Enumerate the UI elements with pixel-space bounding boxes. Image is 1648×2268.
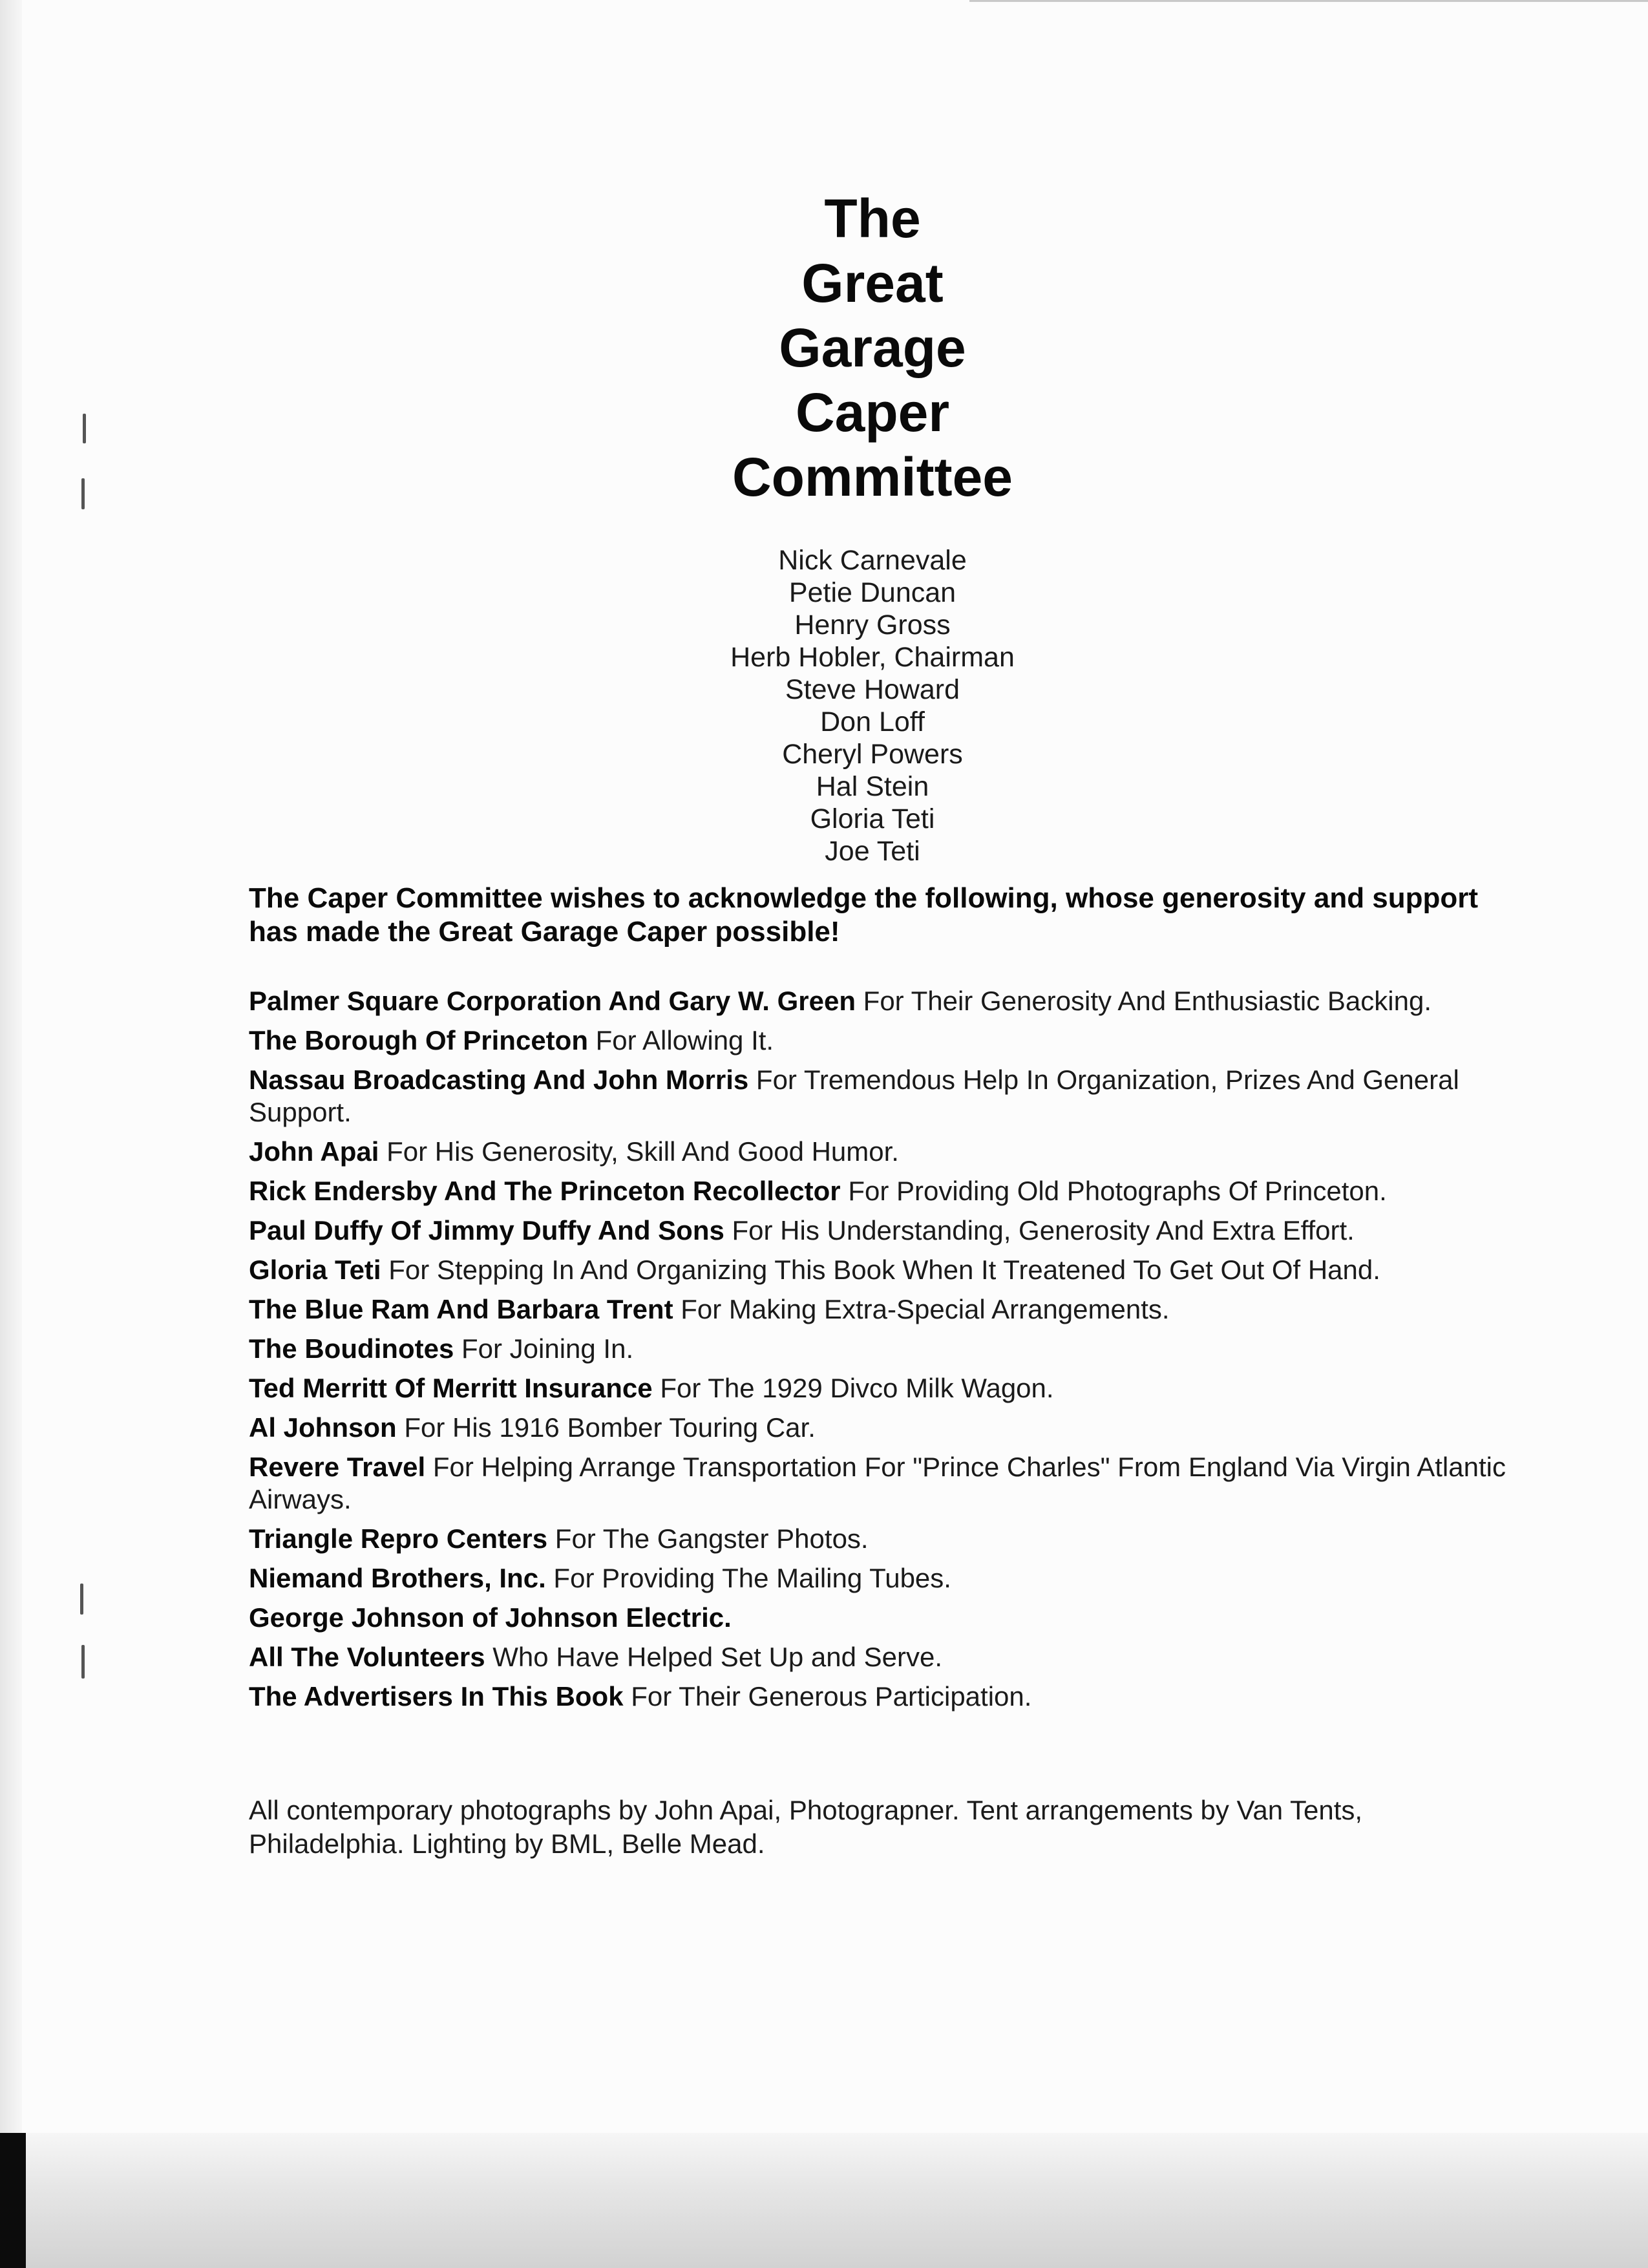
ack-name: The Blue Ram And Barbara Trent — [249, 1294, 673, 1324]
ack-name: Triangle Repro Centers — [249, 1523, 548, 1554]
ack-text: For Tremendous Help In Organization, Prizes And General Support. — [249, 1065, 1459, 1127]
acknowledgment-item — [249, 1333, 1528, 1365]
committee-member: Don Loff — [820, 706, 925, 737]
ack-name: The Boudinotes — [249, 1333, 454, 1364]
acknowledgment-item — [249, 1254, 1528, 1286]
acknowledgment-list — [249, 985, 1528, 1720]
ack-text: For Allowing It. — [587, 1025, 774, 1055]
ack-name: All The Volunteers — [249, 1642, 485, 1672]
scan-corner — [0, 2133, 26, 2268]
committee-member: Petie Duncan — [788, 577, 956, 608]
ack-text: For His Understanding, Generosity And Extra Effort. — [724, 1215, 1355, 1245]
acknowledgment-item — [249, 1680, 1528, 1713]
title-line: Great — [801, 253, 944, 313]
ack-name: Gloria Teti — [249, 1255, 381, 1285]
ack-text: Who Have Helped Set Up and Serve. — [485, 1642, 943, 1672]
ack-name: John Apai — [249, 1136, 379, 1167]
acknowledgment-item — [249, 1175, 1528, 1207]
committee-member: Joe Teti — [825, 836, 920, 867]
ack-name: Nassau Broadcasting And John Morris — [249, 1065, 749, 1095]
ack-text: For His Generosity, Skill And Good Humor. — [379, 1136, 899, 1167]
acknowledgment-intro: The Caper Committee wishes to acknowledge the following, whose generosity and support has made the Great Garage Caper possible! — [249, 882, 1479, 948]
ack-name: Al Johnson — [249, 1412, 397, 1443]
committee-member: Gloria Teti — [810, 803, 935, 834]
acknowledgment-item — [249, 1136, 1528, 1168]
ack-text: For Providing Old Photographs Of Princeton. — [840, 1176, 1387, 1206]
ack-text: For Their Generous Participation. — [623, 1681, 1032, 1712]
ack-text: For Helping Arrange Transportation For "Prince Charles" From England Via Virgin Atlantic Airways. — [249, 1452, 1506, 1514]
committee-member: Cheryl Powers — [782, 739, 963, 770]
binding-edge — [0, 0, 22, 2268]
staple-mark — [80, 1584, 83, 1615]
acknowledgment-item — [249, 1064, 1528, 1129]
staple-mark — [81, 478, 85, 509]
ack-text: For Making Extra-Special Arrangements. — [673, 1294, 1170, 1324]
staple-mark — [81, 1645, 85, 1679]
acknowledgment-item — [249, 1372, 1528, 1404]
ack-name: The Advertisers In This Book — [249, 1681, 624, 1712]
acknowledgment-item — [249, 1451, 1528, 1516]
ack-text: For His 1916 Bomber Touring Car. — [396, 1412, 816, 1443]
ack-text: For The Gangster Photos. — [547, 1523, 869, 1554]
ack-text: For Joining In. — [454, 1333, 634, 1364]
committee-member: Herb Hobler, Chairman — [730, 642, 1015, 673]
ack-name: Paul Duffy Of Jimmy Duffy And Sons — [249, 1215, 724, 1245]
acknowledgment-item — [249, 1412, 1528, 1444]
title-line: Committee — [732, 447, 1013, 507]
acknowledgment-item — [249, 1024, 1528, 1057]
ack-text: For Their Generosity And Enthusiastic Backing. — [856, 986, 1431, 1016]
committee-member: Hal Stein — [816, 771, 929, 802]
acknowledgment-item — [249, 1523, 1528, 1555]
acknowledgment-item — [249, 985, 1528, 1017]
staple-mark — [83, 414, 86, 443]
committee-member-list — [646, 544, 1099, 867]
ack-text: For Stepping In And Organizing This Book When It Treatened To Get Out Of Hand. — [381, 1255, 1380, 1285]
page-title — [630, 186, 1115, 509]
ack-name: Palmer Square Corporation And Gary W. Green — [249, 986, 856, 1016]
title-line: Caper — [795, 382, 950, 443]
title-line: The — [824, 188, 921, 249]
ack-name: George Johnson of Johnson Electric. — [249, 1602, 732, 1633]
scan-shadow — [0, 2133, 1648, 2268]
scan-edge-line — [969, 0, 1648, 2]
ack-name: Rick Endersby And The Princeton Recollector — [249, 1176, 841, 1206]
ack-text: For The 1929 Divco Milk Wagon. — [652, 1373, 1054, 1403]
ack-name: Niemand Brothers, Inc. — [249, 1563, 546, 1593]
acknowledgment-item — [249, 1641, 1528, 1673]
ack-text: For Providing The Mailing Tubes. — [545, 1563, 951, 1593]
committee-member: Nick Carnevale — [778, 545, 967, 576]
ack-name: Ted Merritt Of Merritt Insurance — [249, 1373, 653, 1403]
committee-member: Henry Gross — [794, 609, 951, 641]
acknowledgment-item — [249, 1562, 1528, 1595]
title-line: Garage — [779, 317, 966, 378]
ack-name: Revere Travel — [249, 1452, 426, 1482]
acknowledgment-item — [249, 1293, 1528, 1326]
acknowledgment-item — [249, 1602, 1528, 1634]
photo-credits: All contemporary photographs by John Apai, Photograpner. Tent arrangements by Van Tents, Philadelphia. Lighting by BML, Belle Mead. — [249, 1795, 1363, 1859]
acknowledgment-item — [249, 1214, 1528, 1247]
ack-name: The Borough Of Princeton — [249, 1025, 588, 1055]
committee-member: Steve Howard — [785, 674, 960, 705]
